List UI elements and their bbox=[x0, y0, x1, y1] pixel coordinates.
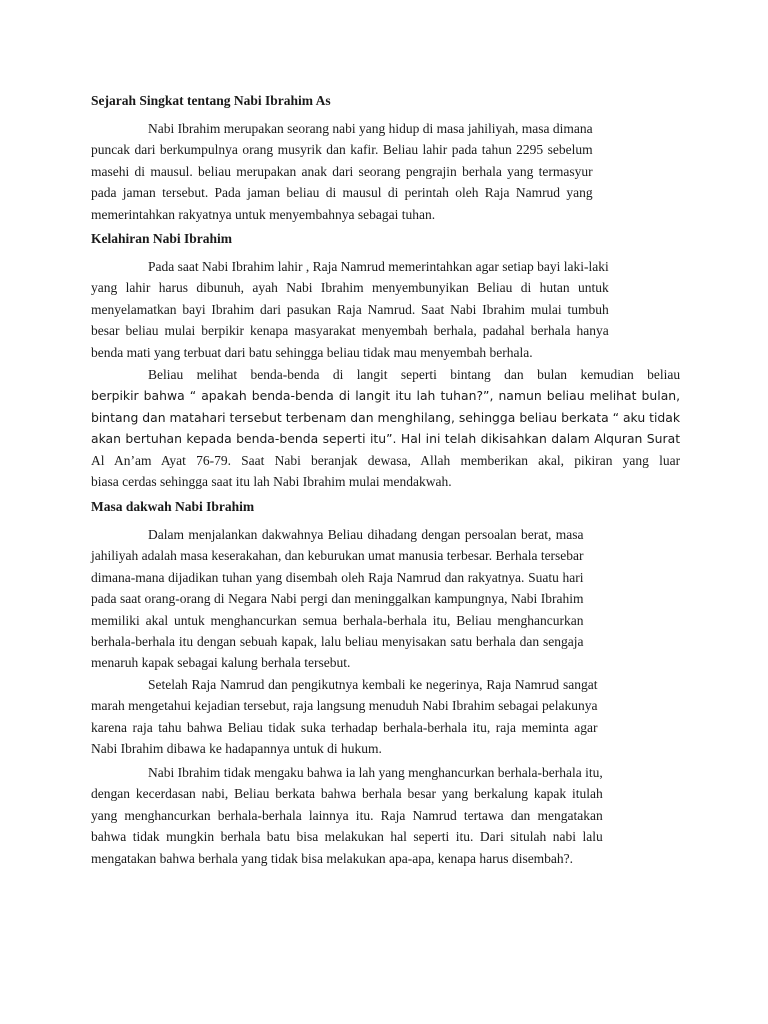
paragraph-line: pada jaman tersebut. Pada jaman beliau di mausul di perintah oleh Raja Namrud yang bbox=[91, 185, 593, 201]
paragraph-line: yang lahir harus dibunuh, ayah Nabi Ibrahim menyembunyikan Beliau di hutan untuk bbox=[91, 280, 609, 296]
paragraph-line: menyelamatkan bayi Ibrahim dari pasukan Raja Namrud. Saat Nabi Ibrahim mulai tumbuh bbox=[91, 301, 609, 317]
paragraph-line: pada saat orang-orang di Negara Nabi pergi dan meninggalkan kampungnya, Nabi Ibrahim bbox=[91, 591, 584, 607]
paragraph-line: jahiliyah adalah masa keserakahan, dan keburukan umat manusia terbesar. Berhala tersebar bbox=[91, 548, 584, 564]
paragraph bbox=[91, 118, 593, 225]
paragraph-line: besar beliau mulai berpikir kenapa masyarakat menyembah berhala, padahal berhala hanya bbox=[91, 323, 609, 339]
paragraph-line: memiliki akal untuk menghancurkan semua berhala-berhala itu, Beliau menghancurkan bbox=[91, 612, 584, 628]
paragraph-line: masehi di mausul. beliau merupakan anak dari seorang pengrajin berhala yang termasyur bbox=[91, 163, 593, 179]
paragraph bbox=[91, 762, 603, 869]
paragraph-line: bintang dan matahari tersebut terbenam dan menghilang, sehingga beliau berkata “ aku tidak bbox=[91, 409, 681, 425]
paragraph-line: Beliau melihat benda-benda di langit seperti bintang dan bulan kemudian beliau bbox=[148, 367, 681, 382]
paragraph-line: menaruh kapak sebagai kalung berhala tersebut. bbox=[91, 655, 351, 671]
paragraph bbox=[91, 256, 609, 363]
paragraph-line: berhala-berhala itu dengan sebuah kapak, lalu beliau menyisakan satu berhala dan sengaja bbox=[91, 634, 584, 650]
paragraph-line: memerintahkan rakyatnya untuk menyembahnya sebagai tuhan. bbox=[91, 206, 436, 222]
paragraph-line: marah mengetahui kejadian tersebut, raja langsung menuduh Nabi Ibrahim sebagai pelakunya bbox=[91, 698, 598, 714]
paragraph-line: Nabi Ibrahim tidak mengaku bahwa ia lah yang menghancurkan berhala-berhala itu, bbox=[148, 765, 603, 780]
paragraph bbox=[91, 364, 680, 492]
paragraph-line: akan bertuhan kepada benda-benda seperti itu”. Hal ini telah dikisahkan dalam Alquran Surat bbox=[91, 431, 681, 447]
paragraph-line: Nabi Ibrahim merupakan seorang nabi yang hidup di masa jahiliyah, masa dimana bbox=[148, 121, 593, 136]
paragraph-line: biasa cerdas sehingga saat itu lah Nabi Ibrahim mulai mendakwah. bbox=[91, 474, 452, 490]
section-heading: Sejarah Singkat tentang Nabi Ibrahim As bbox=[91, 93, 331, 108]
paragraph-line: Pada saat Nabi Ibrahim lahir , Raja Namrud memerintahkan agar setiap bayi laki-laki bbox=[148, 259, 609, 274]
paragraph-line: yang menghancurkan berhala-berhala lainnya itu. Raja Namrud tertawa dan mengatakan bbox=[91, 807, 603, 823]
paragraph-line: dimana-mana dijadikan tuhan yang disembah oleh Raja Namrud dan rakyatnya. Suatu hari bbox=[91, 569, 584, 585]
section-heading: Kelahiran Nabi Ibrahim bbox=[91, 231, 233, 246]
paragraph bbox=[91, 524, 584, 674]
paragraph-line: dengan kecerdasan nabi, Beliau berkata bahwa berhala besar yang berkalung kapak itulah bbox=[91, 786, 603, 802]
paragraph-line: karena raja tahu bahwa Beliau tidak suka terhadap berhala-berhala itu, raja meminta agar bbox=[91, 719, 598, 735]
paragraph-line: benda mati yang terbuat dari batu sehingga beliau tidak mau menyembah berhala. bbox=[91, 344, 533, 360]
paragraph-line: Nabi Ibrahim dibawa ke hadapannya untuk di hukum. bbox=[91, 741, 382, 757]
paragraph-line: puncak dari berkumpulnya orang musyrik dan kafir. Beliau lahir pada tahun 2295 sebelum bbox=[91, 142, 593, 158]
paragraph-line: Setelah Raja Namrud dan pengikutnya kembali ke negerinya, Raja Namrud sangat bbox=[148, 677, 598, 692]
paragraph bbox=[91, 674, 597, 760]
paragraph-line: Dalam menjalankan dakwahnya Beliau dihadang dengan persoalan berat, masa bbox=[148, 527, 584, 542]
paragraph-line: mengatakan bahwa berhala yang tidak bisa melakukan apa-apa, kenapa harus disembah?. bbox=[91, 850, 574, 866]
paragraph-line: berpikir bahwa “ apakah benda-benda di langit itu lah tuhan?”, namun beliau melihat bulan, bbox=[91, 388, 681, 404]
paragraph-line: Al An’am Ayat 76-79. Saat Nabi beranjak dewasa, Allah memberikan akal, pikiran yang luar bbox=[91, 452, 681, 468]
section-heading: Masa dakwah Nabi Ibrahim bbox=[91, 499, 255, 514]
paragraph-line: bahwa tidak mungkin berhala batu bisa melakukan hal seperti itu. Dari situlah nabi lalu bbox=[91, 829, 603, 845]
